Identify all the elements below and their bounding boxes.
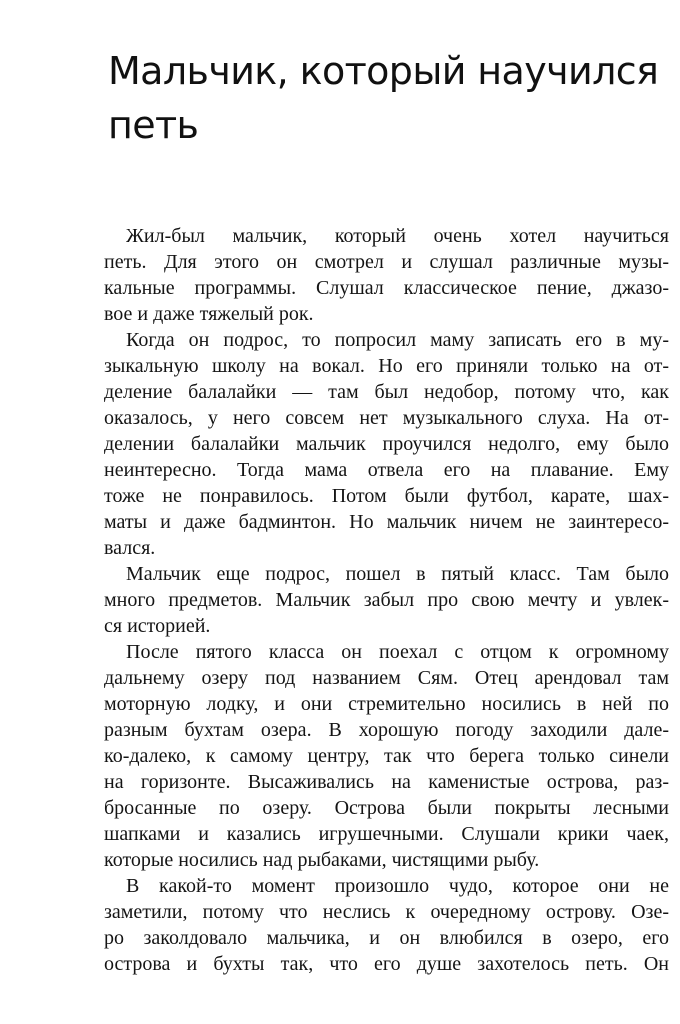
text-line: Мальчик еще подрос, пошел в пятый класс. Там было [126, 563, 669, 585]
text-line: зыкальную школу на вокал. Но его приняли только на от- [104, 355, 669, 377]
text-line: деление балалайки — там был недобор, потому что, как [104, 381, 669, 403]
text-line: В какой-то момент произошло чудо, которое они не [126, 875, 669, 897]
text-line: тоже не понравилось. Потом были футбол, карате, шах- [104, 485, 669, 507]
text-line: петь. Для этого он смотрел и слушал различные музы- [104, 251, 669, 273]
paragraph-3 [104, 561, 669, 639]
chapter-body [104, 223, 669, 977]
text-line: Жил-был мальчик, который очень хотел научиться [126, 225, 669, 247]
text-line: неинтересно. Тогда мама отвела его на плавание. Ему [104, 459, 669, 481]
paragraph-4 [104, 639, 669, 873]
text-line: разным бухтам озера. В хорошую погоду заходили дале- [104, 719, 669, 741]
text-line: на горизонте. Высаживались на каменистые острова, раз- [104, 771, 669, 793]
text-line: вался. [104, 537, 156, 559]
text-line: заметили, потому что неслись к очередному острову. Озе- [104, 901, 669, 923]
text-line: бросанные по озеру. Острова были покрыты лесными [104, 797, 669, 819]
text-line: много предметов. Мальчик забыл про свою мечту и увлек- [104, 589, 669, 611]
chapter-title-line-2: петь [108, 103, 199, 147]
text-line: После пятого класса он поехал с отцом к огромному [126, 641, 669, 663]
text-line: ро заколдовало мальчика, и он влюбился в озеро, его [104, 927, 669, 949]
text-line: моторную лодку, и они стремительно носились в ней по [104, 693, 669, 715]
paragraph-5 [104, 873, 669, 977]
text-line: кальные программы. Слушал классическое пение, джазо- [104, 277, 669, 299]
paragraph-2 [104, 327, 669, 561]
text-line: делении балалайки мальчик проучился недолго, ему было [104, 433, 669, 455]
chapter-title-line-1: Мальчик, который научился [108, 49, 659, 93]
text-line: маты и даже бадминтон. Но мальчик ничем не заинтересо- [104, 511, 669, 533]
text-line: оказалось, у него совсем нет музыкального слуха. На от- [104, 407, 669, 429]
text-line: дальнему озеру под названием Сям. Отец арендовал там [104, 667, 669, 689]
text-line: ко-далеко, к самому центру, так что берега только синели [104, 745, 669, 767]
text-line: ся историей. [104, 615, 211, 637]
text-line: вое и даже тяжелый рок. [104, 303, 314, 325]
text-line: Когда он подрос, то попросил маму записать его в му- [126, 329, 669, 351]
text-line: которые носились над рыбаками, чистящими рыбу. [104, 849, 540, 871]
chapter-title [108, 44, 680, 152]
text-line: острова и бухты так, что его душе захотелось петь. Он [104, 953, 669, 975]
text-line: шапками и казались игрушечными. Слушали крики чаек, [104, 823, 669, 845]
paragraph-1 [104, 223, 669, 327]
